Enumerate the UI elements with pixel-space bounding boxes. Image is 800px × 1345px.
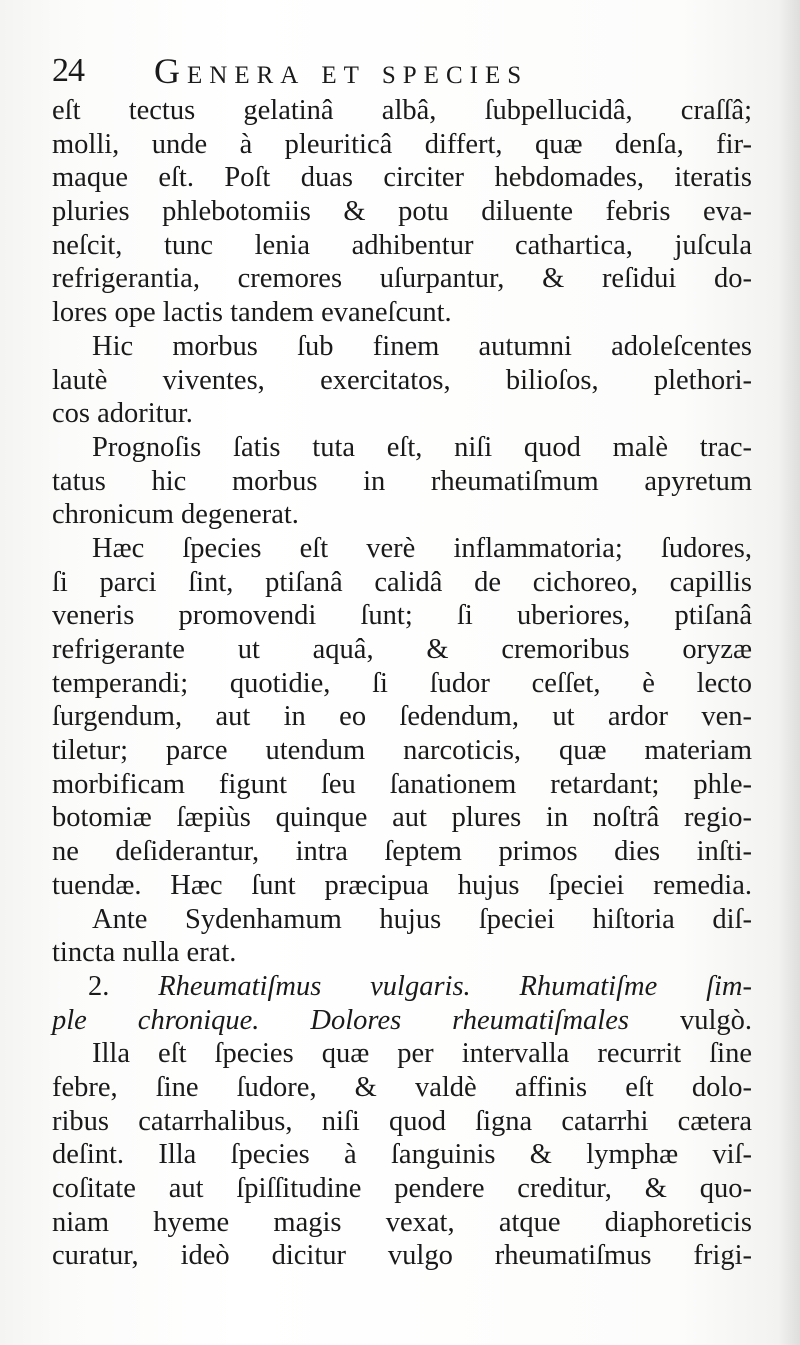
text-line: tatus hic morbus in rheumatiſmum apyretum <box>52 465 752 497</box>
body-text <box>52 94 752 1273</box>
text-line: lautè viventes, exercitatos, bilioſos, plethori- <box>52 364 752 396</box>
text-line: Hæc ſpecies eſt verè inflammatoria; ſudores, <box>92 532 752 564</box>
page-edge-shadow <box>778 0 800 1345</box>
text-line: lores ope lactis tandem evaneſcunt. <box>52 297 452 329</box>
text-line: niam hyeme magis vexat, atque diaphoreticis <box>52 1206 752 1238</box>
text-line <box>52 1004 752 1038</box>
text-line: ſurgendum, aut in eo ſedendum, ut ardor ven- <box>52 701 752 733</box>
text-line: refrigerantia, cremores uſurpantur, & reſidui do- <box>52 263 752 295</box>
text-line: eſt tectus gelatinâ albâ, ſubpellucidâ, craſſâ; <box>52 95 752 126</box>
text-line: cos adoritur. <box>52 398 193 430</box>
text-segment: ple chronique. Dolores rheumatiſmales <box>52 1004 680 1036</box>
text-segment: Rheumatiſmus vulgaris. Rhumatiſme ſim- <box>158 970 752 1002</box>
text-line: tuendæ. Hæc ſunt præcipua hujus ſpeciei remedia. <box>52 869 752 901</box>
text-line: ſi parci ſint, ptiſanâ calidâ de cichoreo, capillis <box>52 566 752 598</box>
page-number: 24 <box>52 52 84 89</box>
text-line: morbificam figunt ſeu ſanationem retardant; phle- <box>52 768 752 800</box>
page-header <box>52 44 752 96</box>
text-segment: vulgò. <box>679 1004 752 1036</box>
text-line: maque eſt. Poſt duas circiter hebdomades, iteratis <box>52 162 752 194</box>
text-line: curatur, ideò dicitur vulgo rheumatiſmus frigi- <box>52 1240 752 1272</box>
text-line: tincta nulla erat. <box>52 937 237 969</box>
text-segment: 2. <box>88 970 159 1002</box>
text-line: Hic morbus ſub finem autumni adoleſcentes <box>92 330 752 362</box>
text-line: refrigerante ut aquâ, & cremoribus oryzæ <box>52 634 752 665</box>
text-line: temperandi; quotidie, ſi ſudor ceſſet, è lecto <box>52 667 752 699</box>
text-line <box>52 970 752 1004</box>
text-line: Prognoſis ſatis tuta eſt, niſi quod malè trac- <box>92 431 752 463</box>
text-line: coſitate aut ſpiſſitudine pendere creditur, & quo- <box>52 1173 752 1204</box>
running-head: Genera et species <box>154 51 529 91</box>
text-line: Illa eſt ſpecies quæ per intervalla recurrit ſine <box>92 1038 752 1070</box>
text-line: botomiæ ſæpiùs quinque aut plures in noſtrâ regio- <box>52 802 752 834</box>
text-line: Ante Sydenhamum hujus ſpeciei hiſtoria diſ- <box>92 903 752 935</box>
text-line: molli, unde à pleuriticâ differt, quæ denſa, fir- <box>52 128 752 160</box>
text-line: tiletur; parce utendum narcoticis, quæ materiam <box>52 735 752 767</box>
text-line: ribus catarrhalibus, niſi quod ſigna catarrhi cætera <box>52 1105 752 1137</box>
text-line: ne deſiderantur, intra ſeptem primos dies inſti- <box>52 836 752 868</box>
text-line: chronicum degenerat. <box>52 499 299 531</box>
text-line: neſcit, tunc lenia adhibentur cathartica, juſcula <box>52 229 752 261</box>
text-line: febre, ſine ſudore, & valdè affinis eſt dolo- <box>52 1071 752 1103</box>
text-line: deſint. Illa ſpecies à ſanguinis & lymphæ viſ- <box>52 1139 752 1171</box>
text-line: pluries phlebotomiis & potu diluente febris eva- <box>52 196 752 228</box>
text-line: veneris promovendi ſunt; ſi uberiores, ptiſanâ <box>52 600 752 632</box>
